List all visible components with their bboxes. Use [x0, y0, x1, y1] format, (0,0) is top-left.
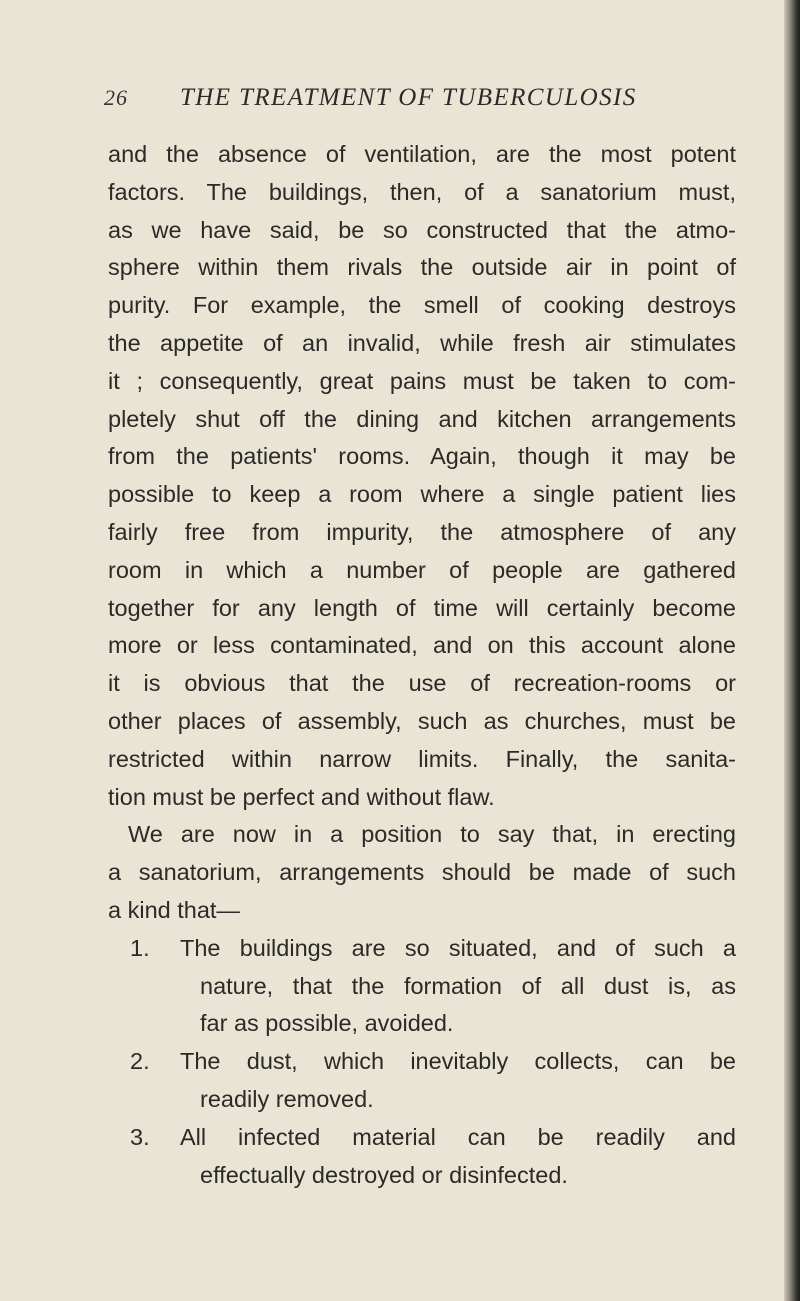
- text-line: We are now in a position to say that, in erecting: [128, 821, 736, 848]
- paragraph: [108, 816, 736, 929]
- numbered-list: [108, 930, 736, 1195]
- text-line: a sanatorium, arrangements should be made of such: [108, 859, 736, 886]
- text-line: restricted within narrow limits. Finally, the sanita-: [108, 745, 736, 772]
- list-item: [108, 1119, 736, 1195]
- text-line: pletely shut off the dining and kitchen arrangements: [108, 405, 736, 432]
- text-line: readily removed.: [200, 1085, 374, 1112]
- text-line: effectually destroyed or disinfected.: [200, 1161, 568, 1188]
- text-line: All infected material can be readily and: [180, 1123, 736, 1150]
- text-line: the appetite of an invalid, while fresh air stimulates: [108, 329, 736, 356]
- running-title: THE TREATMENT OF TUBERCULOSIS: [180, 84, 637, 111]
- text-line: from the patients' rooms. Again, though it may be: [108, 443, 736, 470]
- list-item-number: 2.: [130, 1048, 150, 1075]
- text-line: possible to keep a room where a single patient lies: [108, 481, 736, 508]
- text-line: room in which a number of people are gathered: [108, 556, 736, 583]
- text-line: factors. The buildings, then, of a sanatorium must,: [108, 178, 736, 205]
- text-line: The buildings are so situated, and of such a: [180, 934, 736, 961]
- text-line: other places of assembly, such as churches, must be: [108, 707, 736, 734]
- text-line: purity. For example, the smell of cooking destroys: [108, 292, 736, 319]
- text-line: more or less contaminated, and on this account alone: [108, 632, 736, 659]
- text-line: it ; consequently, great pains must be taken to com-: [108, 367, 736, 394]
- text-line: a kind that—: [108, 896, 240, 923]
- text-line: fairly free from impurity, the atmosphere of any: [108, 518, 736, 545]
- text-line: it is obvious that the use of recreation-rooms or: [108, 670, 736, 697]
- text-line: The dust, which inevitably collects, can be: [180, 1048, 736, 1075]
- list-item-number: 1.: [130, 934, 150, 961]
- running-head: [104, 84, 704, 118]
- list-item-number: 3.: [130, 1123, 150, 1150]
- list-item: [108, 930, 736, 1043]
- body-text: [108, 136, 736, 1194]
- page-edge-shadow: [784, 0, 800, 1301]
- page-number: 26: [104, 85, 128, 110]
- list-item: [108, 1043, 736, 1119]
- text-line: and the absence of ventilation, are the most potent: [108, 141, 736, 167]
- text-line: together for any length of time will certainly become: [108, 594, 736, 621]
- paragraph: [108, 136, 736, 816]
- text-line: far as possible, avoided.: [200, 1010, 454, 1037]
- text-line: sphere within them rivals the outside air in point of: [108, 254, 736, 281]
- text-line: nature, that the formation of all dust is, as: [200, 972, 736, 999]
- text-line: tion must be perfect and without flaw.: [108, 783, 495, 810]
- text-line: as we have said, be so constructed that the atmo-: [108, 216, 736, 243]
